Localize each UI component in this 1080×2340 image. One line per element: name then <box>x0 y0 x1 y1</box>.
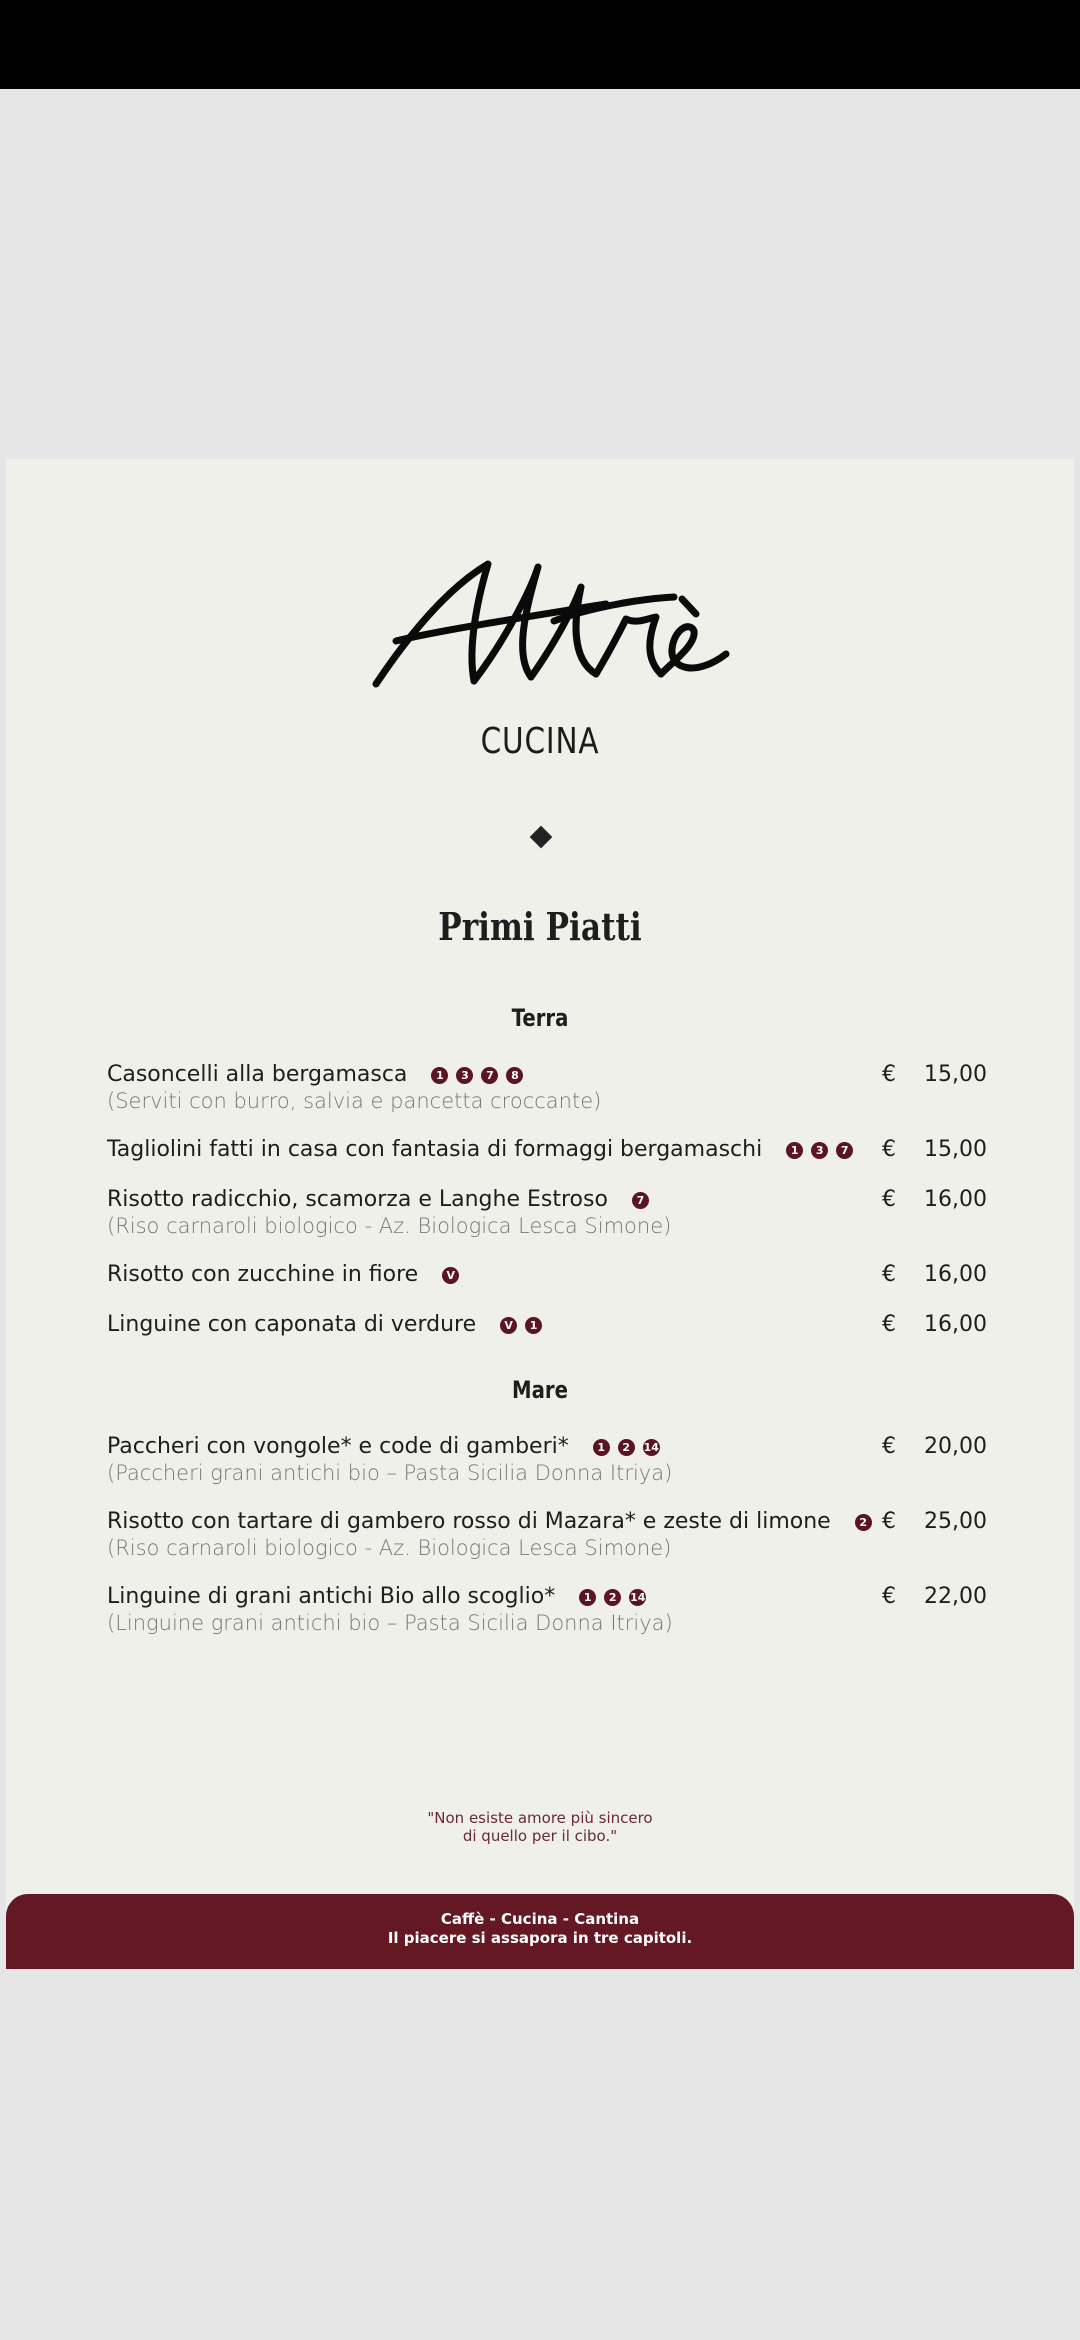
allergen-badges <box>632 1192 649 1209</box>
menu-item <box>107 1262 987 1288</box>
menu-item-price: 22,00 <box>924 1584 987 1609</box>
quote <box>6 1809 1074 1845</box>
menu-page <box>6 459 1074 1969</box>
allergen-badge: 7 <box>836 1142 853 1159</box>
menu-item-price: 16,00 <box>924 1187 987 1212</box>
menu-item-name-row <box>107 1509 987 1535</box>
menu-item-price: 16,00 <box>924 1262 987 1287</box>
menu-item-name-row <box>107 1262 987 1288</box>
currency-symbol: € <box>882 1262 896 1287</box>
menu-item-name: Risotto con zucchine in fiore <box>107 1262 419 1287</box>
menu-item-name-row <box>107 1062 987 1088</box>
allergen-badge: 14 <box>643 1440 659 1454</box>
currency-symbol: € <box>882 1062 896 1087</box>
menu-item-name: Linguine con caponata di verdure <box>107 1312 477 1337</box>
brand-subtitle: CUCINA <box>480 721 600 762</box>
allergen-badge: V <box>442 1267 459 1284</box>
allergen-badge: 7 <box>481 1067 498 1084</box>
menu-item <box>107 1187 987 1239</box>
menu-item-name-row <box>107 1584 987 1610</box>
allergen-badges <box>442 1267 459 1284</box>
menu-item-description: (Paccheri grani antichi bio – Pasta Sicilia Donna Itriya) <box>107 1461 673 1485</box>
menu-item-description: (Linguine grani antichi bio – Pasta Sicilia Donna Itriya) <box>107 1611 673 1635</box>
allergen-badges <box>593 1439 660 1456</box>
allergen-badge: 1 <box>525 1317 542 1334</box>
currency-symbol: € <box>882 1584 896 1609</box>
currency-symbol: € <box>882 1187 896 1212</box>
currency-symbol: € <box>882 1312 896 1337</box>
menu-item-name: Linguine di grani antichi Bio allo scoglio* <box>107 1584 556 1609</box>
menu-item-description: (Riso carnaroli biologico - Az. Biologica Lesca Simone) <box>107 1214 672 1238</box>
menu-item-name: Casoncelli alla bergamasca <box>107 1062 408 1087</box>
menu-item-description: (Serviti con burro, salvia e pancetta croccante) <box>107 1089 602 1113</box>
allergen-badge: 7 <box>632 1192 649 1209</box>
currency-symbol: € <box>882 1509 896 1534</box>
allergen-badge: 1 <box>579 1589 596 1606</box>
allergen-badge: 1 <box>431 1067 448 1084</box>
menu-item-price: 20,00 <box>924 1434 987 1459</box>
footer-line-2: Il piacere si assapora in tre capitoli. <box>387 1929 693 1947</box>
menu-item <box>107 1062 987 1114</box>
menu-item-description: (Riso carnaroli biologico - Az. Biologica Lesca Simone) <box>107 1536 672 1560</box>
allergen-badges <box>500 1317 542 1334</box>
category-title: Terra <box>511 1004 569 1032</box>
currency-symbol: € <box>882 1434 896 1459</box>
menu-item-name: Risotto con tartare di gambero rosso di Mazara* e zeste di limone <box>107 1509 831 1534</box>
allergen-badge: 2 <box>855 1514 872 1531</box>
menu-item-price: 15,00 <box>924 1062 987 1087</box>
divider-diamond <box>530 826 553 849</box>
menu-item-name: Tagliolini fatti in casa con fantasia di formaggi bergamaschi <box>107 1137 763 1162</box>
allergen-badges <box>579 1589 646 1606</box>
allergen-badges <box>431 1067 523 1084</box>
allergen-badge: 2 <box>618 1439 635 1456</box>
menu-item <box>107 1509 987 1561</box>
footer-line-1: Caffè - Cucina - Cantina <box>440 1910 640 1928</box>
allergen-badge: 14 <box>630 1590 646 1604</box>
allergen-badge: 3 <box>456 1067 473 1084</box>
menu-item-name: Paccheri con vongole* e code di gamberi* <box>107 1434 569 1459</box>
menu-item-name-row <box>107 1187 987 1213</box>
allergen-badges <box>855 1514 872 1531</box>
category-title: Mare <box>512 1376 568 1404</box>
quote-line-2: di quello per il cibo." <box>462 1827 618 1845</box>
currency-symbol: € <box>882 1137 896 1162</box>
menu-item-name-row <box>107 1434 987 1460</box>
allergen-badge: 1 <box>593 1439 610 1456</box>
allergen-badge: 1 <box>786 1142 803 1159</box>
menu-item <box>107 1584 987 1636</box>
brand-logo-text: Altrè <box>540 687 543 688</box>
menu-item-name-row <box>107 1137 987 1163</box>
menu-item <box>107 1434 987 1486</box>
menu-item <box>107 1312 987 1338</box>
menu-item-price: 25,00 <box>924 1509 987 1534</box>
allergen-badge: 3 <box>811 1142 828 1159</box>
menu-item-price: 16,00 <box>924 1312 987 1337</box>
allergen-badge: V <box>500 1317 517 1334</box>
allergen-badges <box>786 1142 853 1159</box>
status-bar <box>0 0 1080 89</box>
menu-item-price: 15,00 <box>924 1137 987 1162</box>
menu-item-name-row <box>107 1312 987 1338</box>
brand-logo <box>6 559 1074 689</box>
quote-line-1: "Non esiste amore più sincero <box>427 1809 653 1827</box>
menu-item-name: Risotto radicchio, scamorza e Langhe Estroso <box>107 1187 608 1212</box>
section-title: Primi Piatti <box>438 904 642 949</box>
allergen-badge: 8 <box>506 1067 523 1084</box>
menu-item <box>107 1137 987 1163</box>
allergen-badge: 2 <box>604 1589 621 1606</box>
footer <box>6 1894 1074 1969</box>
